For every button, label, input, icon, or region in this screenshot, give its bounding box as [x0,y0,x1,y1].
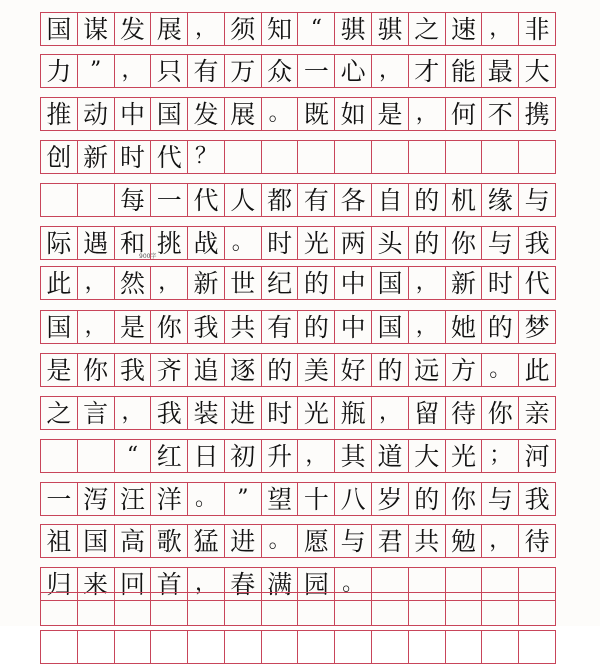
grid-cell: 和 [115,227,152,259]
grid-cell: 汪 [115,483,152,515]
grid-cell: 道 [372,440,409,472]
grid-cell: 大 [409,440,446,472]
grid-cell: 不 [482,98,519,130]
grid-cell: 装 [188,397,225,429]
grid-cell: 岁 [372,483,409,515]
grid-cell: ， [372,55,409,87]
grid-cell: 亲 [519,397,556,429]
grid-cell [446,141,483,173]
grid-cell: 之 [41,397,78,429]
grid-cell: 高 [115,525,152,557]
grid-cell: 一 [41,483,78,515]
grid-cell: 光 [446,440,483,472]
grid-cell: 携 [519,98,556,130]
grid-cell: 须 [225,13,262,45]
grid-cell: 初 [225,440,262,472]
grid-cell: 纪 [262,267,299,299]
grid-cell [41,593,78,625]
grid-cell: 代 [151,141,188,173]
grid-cell [519,141,556,173]
grid-cell: 新 [446,267,483,299]
grid-cell: 歌 [151,525,188,557]
grid-cell: 既 [298,98,335,130]
grid-cell: 一 [151,184,188,216]
grid-cell: 新 [78,141,115,173]
grid-cell: 。 [262,98,299,130]
grid-cell: 八 [335,483,372,515]
grid-row [40,12,556,46]
grid-cell: 际 [41,227,78,259]
grid-cell: 人 [225,184,262,216]
grid-row [40,353,556,387]
grid-cell: 你 [446,227,483,259]
grid-cell: 骐 [335,13,372,45]
grid-cell: 。 [482,354,519,386]
grid-cell [262,631,299,663]
grid-cell: 每 [115,184,152,216]
grid-cell: 创 [41,141,78,173]
grid-cell: 我 [151,397,188,429]
grid-cell: 的 [409,184,446,216]
grid-cell [115,593,152,625]
grid-cell: 其 [335,440,372,472]
grid-cell: 是 [41,354,78,386]
grid-cell: 国 [372,311,409,343]
grid-cell: 愿 [298,525,335,557]
grid-cell [335,593,372,625]
grid-cell: 方 [446,354,483,386]
grid-cell: 言 [78,397,115,429]
grid-cell: 的 [409,227,446,259]
grid-cell: 动 [78,98,115,130]
grid-cell: ， [409,267,446,299]
grid-cell: 都 [262,184,299,216]
grid-cell: ” [225,483,262,515]
grid-cell: 进 [225,525,262,557]
grid-cell [78,184,115,216]
grid-cell: 战 [188,227,225,259]
grid-cell: ， [78,311,115,343]
grid-row [40,396,556,430]
grid-cell: 我 [519,483,556,515]
grid-cell: 能 [446,55,483,87]
grid-cell: 泻 [78,483,115,515]
grid-cell: 如 [335,98,372,130]
grid-cell: 骐 [372,13,409,45]
grid-cell: 的 [298,267,335,299]
grid-cell: 追 [188,354,225,386]
grid-cell [262,593,299,625]
grid-cell: 美 [298,354,335,386]
grid-cell: 你 [482,397,519,429]
grid-row [40,140,556,174]
grid-cell [335,141,372,173]
grid-cell: 国 [78,525,115,557]
grid-cell: 谋 [78,13,115,45]
grid-cell: 日 [188,440,225,472]
grid-cell: 国 [372,267,409,299]
grid-row [40,592,556,626]
grid-cell: 知 [262,13,299,45]
grid-cell [78,440,115,472]
grid-cell: 时 [262,397,299,429]
grid-cell: 最 [482,55,519,87]
grid-cell: 时 [262,227,299,259]
grid-cell: 与 [482,483,519,515]
grid-cell: 然 [115,267,152,299]
grid-cell: 推 [41,98,78,130]
grid-cell: 来 [78,568,115,600]
grid-cell: ， [298,440,335,472]
grid-cell: 满 [262,568,299,600]
grid-cell: 代 [519,267,556,299]
grid-cell: 的 [262,354,299,386]
grid-row [40,630,556,664]
grid-cell [188,631,225,663]
grid-cell: ， [188,13,225,45]
word-count-note: 900字 [139,253,157,260]
grid-cell: 是 [115,311,152,343]
grid-cell: 。 [225,227,262,259]
grid-cell [482,141,519,173]
grid-row [40,54,556,88]
grid-cell: 待 [519,525,556,557]
grid-cell: 河 [519,440,556,472]
grid-cell: ， [78,267,115,299]
grid-cell [225,141,262,173]
grid-cell: 光 [298,397,335,429]
grid-cell: 。 [188,483,225,515]
grid-cell [446,631,483,663]
grid-cell [372,631,409,663]
grid-cell [41,631,78,663]
grid-cell: 勉 [446,525,483,557]
grid-cell: 中 [335,267,372,299]
grid-cell: 十 [298,483,335,515]
grid-cell: 一 [298,55,335,87]
grid-cell [335,631,372,663]
grid-cell: 。 [262,525,299,557]
grid-cell: 各 [335,184,372,216]
grid-cell: 祖 [41,525,78,557]
grid-cell [519,631,556,663]
grid-cell: 心 [335,55,372,87]
grid-cell: 归 [41,568,78,600]
grid-cell: 回 [115,568,152,600]
grid-cell: 速 [446,13,483,45]
grid-row [40,439,556,473]
grid-cell: 时 [115,141,152,173]
grid-cell: 望 [262,483,299,515]
grid-cell: 她 [446,311,483,343]
grid-cell: 园 [298,568,335,600]
grid-cell: 时 [482,267,519,299]
grid-cell: 只 [151,55,188,87]
grid-cell: 我 [188,311,225,343]
grid-cell: 国 [151,98,188,130]
grid-cell: 自 [372,184,409,216]
grid-cell: 此 [519,354,556,386]
grid-cell: 你 [151,311,188,343]
grid-cell [225,593,262,625]
grid-cell: ， [482,525,519,557]
grid-cell: 力 [41,55,78,87]
grid-cell: 中 [335,311,372,343]
grid-cell: 非 [519,13,556,45]
grid-cell: ， [409,98,446,130]
grid-cell: 中 [115,98,152,130]
grid-cell: ， [409,311,446,343]
grid-cell: 春 [225,568,262,600]
grid-cell [151,631,188,663]
grid-cell: 与 [482,227,519,259]
grid-cell [225,631,262,663]
grid-cell: 梦 [519,311,556,343]
grid-row [40,310,556,344]
grid-row [40,226,556,260]
grid-cell: 发 [115,13,152,45]
grid-cell: 大 [519,55,556,87]
grid-cell: 国 [41,13,78,45]
grid-cell: 的 [372,354,409,386]
grid-cell: 世 [225,267,262,299]
grid-row [40,183,556,217]
grid-cell: 才 [409,55,446,87]
grid-cell: 此 [41,267,78,299]
grid-cell: 的 [298,311,335,343]
grid-cell: ， [115,397,152,429]
grid-cell: 挑 [151,227,188,259]
grid-cell: 瓶 [335,397,372,429]
grid-cell: 你 [78,354,115,386]
grid-cell [298,593,335,625]
grid-row [40,97,556,131]
grid-cell: 万 [225,55,262,87]
grid-cell: 展 [151,13,188,45]
grid-cell: 。 [335,568,372,600]
grid-cell: 首 [151,568,188,600]
grid-cell: 有 [298,184,335,216]
grid-cell [372,141,409,173]
grid-cell [482,593,519,625]
grid-cell: 我 [115,354,152,386]
grid-cell [409,631,446,663]
grid-cell [188,593,225,625]
grid-cell [78,631,115,663]
grid-cell: 代 [188,184,225,216]
grid-cell: 远 [409,354,446,386]
grid-cell: 齐 [151,354,188,386]
grid-cell: 新 [188,267,225,299]
grid-cell: 头 [372,227,409,259]
grid-cell: 共 [225,311,262,343]
grid-cell [482,631,519,663]
grid-cell [151,593,188,625]
grid-cell: ， [115,55,152,87]
grid-cell: 遇 [78,227,115,259]
grid-cell: ， [482,13,519,45]
grid-cell: 是 [372,98,409,130]
grid-cell [409,593,446,625]
grid-cell: 共 [409,525,446,557]
grid-cell: 逐 [225,354,262,386]
grid-cell: 猛 [188,525,225,557]
grid-cell: 之 [409,13,446,45]
grid-cell: 机 [446,184,483,216]
grid-cell [41,440,78,472]
grid-cell: 何 [446,98,483,130]
grid-cell: 有 [188,55,225,87]
grid-cell: ？ [188,141,225,173]
grid-cell [446,593,483,625]
grid-cell [298,141,335,173]
grid-cell: 好 [335,354,372,386]
grid-cell: 两 [335,227,372,259]
grid-cell: 君 [372,525,409,557]
grid-cell: 进 [225,397,262,429]
grid-cell [372,593,409,625]
grid-row [40,524,556,558]
grid-cell: 有 [262,311,299,343]
grid-cell: 光 [298,227,335,259]
grid-cell [298,631,335,663]
grid-cell: “ [298,13,335,45]
grid-cell: 缘 [482,184,519,216]
grid-cell: 我 [519,227,556,259]
grid-cell [409,141,446,173]
grid-cell: 升 [262,440,299,472]
grid-cell [262,141,299,173]
grid-cell: ， [372,397,409,429]
grid-cell: 洋 [151,483,188,515]
grid-cell: ， [188,568,225,600]
grid-row [40,482,556,516]
grid-cell [41,184,78,216]
grid-cell: ” [78,55,115,87]
grid-cell: ， [151,267,188,299]
grid-cell: 的 [409,483,446,515]
grid-cell: 红 [151,440,188,472]
grid-cell: 国 [41,311,78,343]
grid-cell: ； [482,440,519,472]
grid-cell [78,593,115,625]
grid-cell: 发 [188,98,225,130]
grid-cell: 留 [409,397,446,429]
grid-cell: 与 [335,525,372,557]
grid-cell: 待 [446,397,483,429]
grid-cell: 你 [446,483,483,515]
grid-cell [115,631,152,663]
grid-cell [519,593,556,625]
grid-row [40,266,556,300]
grid-cell: 与 [519,184,556,216]
grid-cell: 众 [262,55,299,87]
grid-cell: “ [115,440,152,472]
grid-cell: 的 [482,311,519,343]
grid-cell: 展 [225,98,262,130]
